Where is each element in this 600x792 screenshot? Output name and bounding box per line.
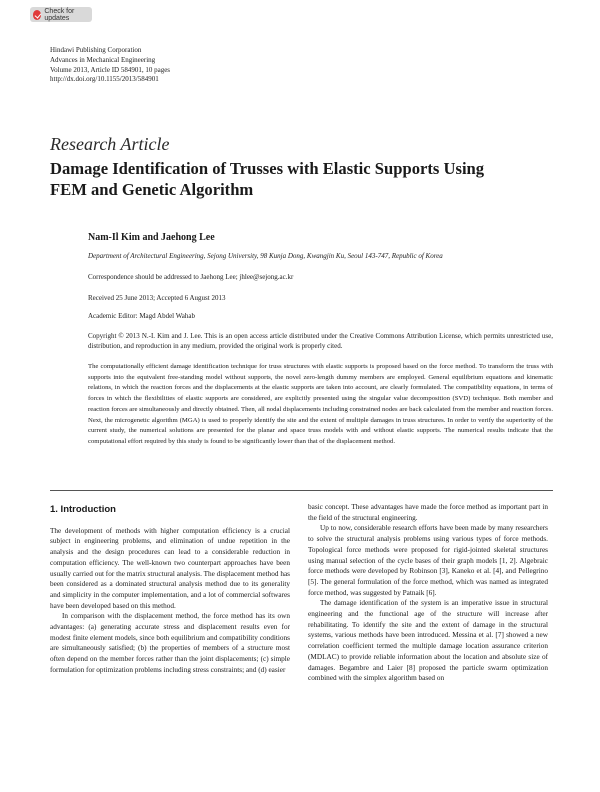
received-accepted-dates: Received 25 June 2013; Accepted 6 August 2013 [88,294,226,302]
doi-link[interactable]: http://dx.doi.org/10.1155/2013/584901 [50,75,159,84]
paper-title: Damage Identification of Trusses with Elastic Supports Using FEM and Genetic Algorithm [50,159,485,199]
paragraph: The damage identification of the system is an imperative issue in structural engineering and the functional age of the structure will increase after rehabilitating. To identify the site and the extent of damage in the structural systems, various methods have been introduced. Messina et al. [7] showed a new correlation coefficient termed the multiple damage location assurance criterion (MDLAC) to provide reliable information about the location and absolute size of damages. Begambre and Laier [8] proposed the particle swarm optimization combined with the simplex algorithm based on [308,599,548,683]
correspondence: Correspondence should be addressed to Jaehong Lee; jhlee@sejong.ac.kr [88,273,294,281]
badge-label: Check for updates [44,7,75,22]
left-column [50,505,290,676]
section-heading: 1. Introduction [50,504,116,515]
copyright-notice: Copyright © 2013 N.-I. Kim and J. Lee. This is an open access article distributed under the Creative Commons Attribution License, which permits unrestricted use, distribution, and reproduction in any medium, provided the original work is properly cited. [88,332,553,350]
section-divider [50,490,553,491]
journal-volume: Volume 2013, Article ID 584901, 10 pages [50,65,171,74]
article-type: Research Article [50,134,170,154]
journal-info [50,46,170,85]
right-column [308,502,548,684]
paragraph: In comparison with the displacement method, the force method has its own advantages: (a) generating accurate stress and displacement results even for modest finite element models, since both equilibrium and compatibility conditions are simultaneously satisfied; (b) the properties of members of a structure most often depend on the member forces rather than the joint displacements; (c) simple formulation for optimization problems including stress constraints; and (d) easier [50,612,290,674]
affiliation: Department of Architectural Engineering, Sejong University, 98 Kunja Dong, Kwangjin Ku, Seoul 143-747, Republic of Korea [88,252,443,260]
journal-name: Advances in Mechanical Engineering [50,55,156,64]
authors: Nam-Il Kim and Jaehong Lee [88,232,215,243]
check-icon [33,10,41,20]
paragraph: The development of methods with higher computation efficiency is a crucial subject in engineering problems, and elimination of undue repetition in the analysis and the design procedures can lead to a considerable reduction in computation efficiency. The well-known two counterpart approaches have been usually carried out for the matrix structural analysis. The displacement method has been considered as a dominated structural analysis method due to its generality and simplicity in the computer implementation, and a lot of commercial softwares have been developed based on this method. [50,526,290,610]
paragraph: basic concept. These advantages have made the force method as important part in the field of the structural engineering. [308,503,548,522]
academic-editor: Academic Editor: Magd Abdel Wahab [88,312,195,320]
abstract: The computationally efficient damage identification technique for truss structures with elastic supports is proposed based on the force method. To transform the truss with supports into the equivalent free-standing model without supports, the novel zero-length dummy members are employed. General equilibrium equations and kinematic relations, in which the reaction forces and the displacements at the elastic supports are taken into account, are clearly formulated. The compatibility equations, in terms of forces in which the flexibilities of elastic supports are considered, are explicitly presented using the singular value decomposition (SVD) technique. Both member and reaction forces are simultaneously and directly obtained. Then, all nodal displacements including constrained nodes are back calculated from the member and reaction forces. Next, the microgenetic algorithm (MGA) is used to properly identify the site and the extent of multiple damages in truss structures. In order to verify the superiority of the current study, the numerical solutions are presented for the planar and space truss models with and without elastic supports. The numerical results indicate that the computational effort required by this study is found to be significantly lower than that of the displacement method. [88,363,553,445]
paragraph: Up to now, considerable research efforts have been made by many researchers to solve the structural analysis problems using various types of force methods. Topological force methods were proposed for rigid-jointed skeletal structures using manual selection of the cycle bases of their graph models [1, 2]. Algebraic force methods were developed by Robinson [3], Kaneko et al. [4], and Pellegrino [5]. The general formulation of the force method, which was named as integrated force method, was suggested by Patnaik [6]. [308,524,548,597]
publisher: Hindawi Publishing Corporation [50,46,142,54]
check-for-updates-badge[interactable] [30,7,92,22]
